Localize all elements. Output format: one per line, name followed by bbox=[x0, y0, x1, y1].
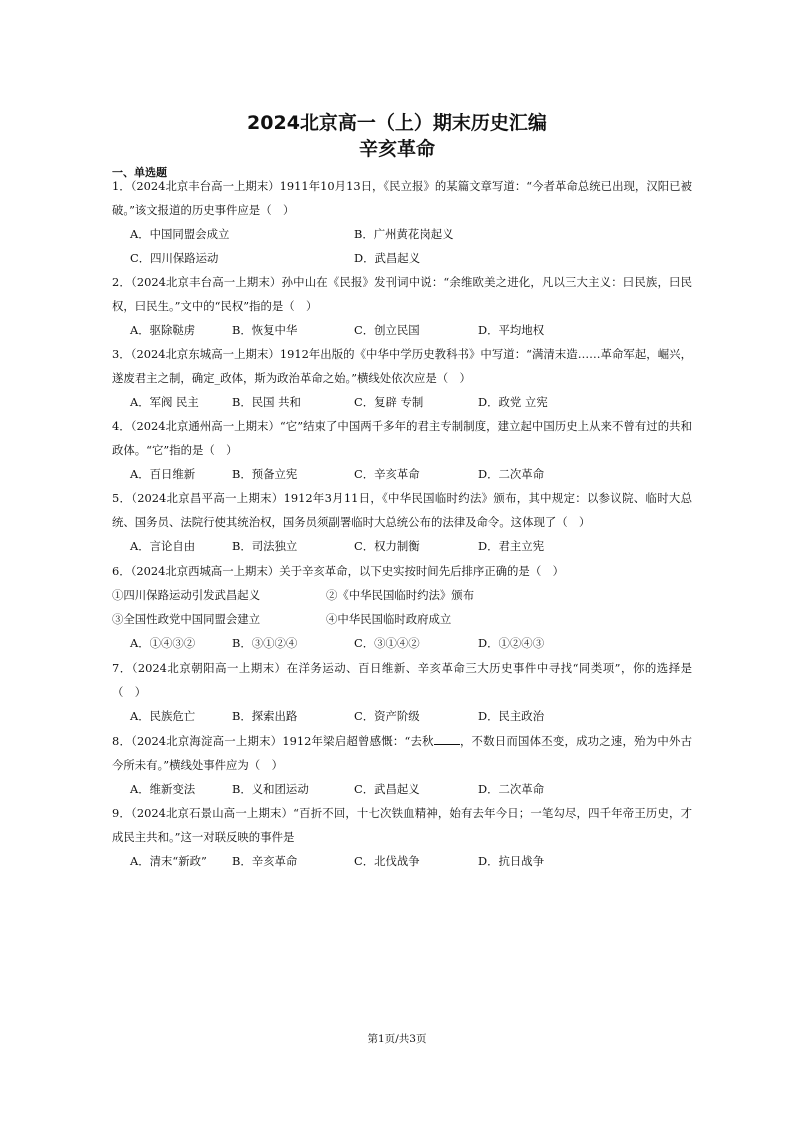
option-c: C．创立民国 bbox=[354, 323, 420, 337]
option-b: B．民国 共和 bbox=[232, 395, 301, 409]
option-c: C．辛亥革命 bbox=[354, 467, 420, 481]
option-b: B．辛亥革命 bbox=[232, 854, 298, 868]
four-col-options bbox=[112, 318, 692, 342]
option-c: C．③①④② bbox=[354, 636, 420, 650]
event-items bbox=[112, 583, 692, 607]
document-subtitle: 辛亥革命 bbox=[358, 138, 435, 160]
question-5 bbox=[112, 486, 692, 558]
option-a: A．维新变法 bbox=[130, 782, 196, 796]
question-6 bbox=[112, 559, 692, 655]
four-col-options bbox=[112, 777, 692, 801]
event-item-3: ③全国性政党中国同盟会建立 bbox=[112, 612, 261, 626]
question-text: 3．（2024北京东城高一上期末）1912年出版的《中华中学历史教科书》中写道：“满清末造……革命军起，崛兴，遂废君主之制，确定_政体，斯为政治革命之始。”横线处依次应是（ ） bbox=[112, 347, 692, 385]
option-b: B．恢复中华 bbox=[232, 323, 298, 337]
option-a: A．军阀 民主 bbox=[130, 395, 199, 409]
question-1 bbox=[112, 174, 692, 270]
option-c: C．武昌起义 bbox=[354, 782, 420, 796]
option-d: D．政党 立宪 bbox=[478, 395, 548, 409]
option-a: A．民族危亡 bbox=[130, 709, 196, 723]
four-col-options bbox=[112, 462, 692, 486]
option-a: A．言论自由 bbox=[130, 539, 196, 553]
option-a: A．①④③② bbox=[130, 636, 196, 650]
two-col-options bbox=[112, 246, 692, 270]
four-col-options bbox=[112, 704, 692, 728]
question-text: 9．（2024北京石景山高一上期末）“百折不回，十七次铁血精神，始有去年今日；一笔勾尽，四千年帝王历史，才成民主共和。”这一对联反映的事件是 bbox=[112, 806, 692, 844]
option-d: D．平均地权 bbox=[478, 323, 545, 337]
question-8 bbox=[112, 729, 692, 801]
four-col-options bbox=[112, 631, 692, 655]
event-items bbox=[112, 607, 692, 631]
question-7 bbox=[112, 656, 692, 728]
four-col-options bbox=[112, 849, 692, 873]
option-d: D．君主立宪 bbox=[478, 539, 545, 553]
option-c: C．复辟 专制 bbox=[354, 395, 424, 409]
question-3 bbox=[112, 342, 692, 414]
option-c: C．四川保路运动 bbox=[130, 251, 219, 265]
option-d: D．二次革命 bbox=[478, 467, 545, 481]
option-b: B．司法独立 bbox=[232, 539, 298, 553]
option-b: B．广州黄花岗起义 bbox=[354, 227, 454, 241]
option-b: B．义和团运动 bbox=[232, 782, 309, 796]
option-b: B．③①②④ bbox=[232, 636, 298, 650]
option-c: C．资产阶级 bbox=[354, 709, 420, 723]
option-a: A．驱除鞑虏 bbox=[130, 323, 196, 337]
question-text: 6．（2024北京西城高一上期末）关于辛亥革命，以下史实按时间先后排序正确的是（ ） bbox=[112, 564, 564, 578]
question-4 bbox=[112, 414, 692, 486]
question-text bbox=[112, 729, 692, 777]
four-col-options bbox=[112, 390, 692, 414]
option-c: C．北伐战争 bbox=[354, 854, 420, 868]
question-text: 5．（2024北京昌平高一上期末）1912年3月11日，《中华民国临时约法》颁布，其中规定：以参议院、临时大总统、国务员、法院行使其统治权，国务员须副署临时大总统公布的法律及命令。这体现了（ ） bbox=[112, 491, 692, 529]
event-item-1: ①四川保路运动引发武昌起义 bbox=[112, 588, 261, 602]
option-a: A．百日维新 bbox=[130, 467, 196, 481]
option-d: D．武昌起义 bbox=[354, 251, 421, 265]
option-d: D．二次革命 bbox=[478, 782, 545, 796]
event-item-2: ②《中华民国临时约法》颁布 bbox=[326, 588, 475, 602]
four-col-options bbox=[112, 534, 692, 558]
option-d: D．抗日战争 bbox=[478, 854, 545, 868]
option-b: B．探索出路 bbox=[232, 709, 298, 723]
question-text: 2．（2024北京丰台高一上期末）孙中山在《民报》发刊词中说：“余维欧美之进化，凡以三大主义：曰民族，曰民权，曰民生。”文中的“民权”指的是（ ） bbox=[112, 275, 692, 313]
event-item-4: ④中华民国临时政府成立 bbox=[326, 612, 452, 626]
question-9 bbox=[112, 801, 692, 873]
document-title: 2024北京高一（上）期末历史汇编 bbox=[247, 112, 547, 134]
option-d: D．民主政治 bbox=[478, 709, 545, 723]
page-footer: 第1页/共3页 bbox=[367, 1033, 427, 1045]
option-d: D．①②④③ bbox=[478, 636, 545, 650]
option-c: C．权力制衡 bbox=[354, 539, 420, 553]
fill-in-blank bbox=[434, 732, 460, 745]
option-b: B．预备立宪 bbox=[232, 467, 298, 481]
question-text-after: ，不数日而国体丕变，成功之速，殆为中外古今所未有。”横线处事件应为（ ） bbox=[112, 734, 692, 772]
question-2 bbox=[112, 270, 692, 342]
option-a: A．中国同盟会成立 bbox=[130, 227, 230, 241]
two-col-options bbox=[112, 222, 692, 246]
question-text-before: 8．（2024北京海淀高一上期末）1912年梁启超曾感慨：“去秋 bbox=[112, 734, 434, 748]
question-text: 1．（2024北京丰台高一上期末）1911年10月13日，《民立报》的某篇文章写道：“今者革命总统已出现，汉阳已被破。”该文报道的历史事件应是（ ） bbox=[112, 179, 692, 217]
question-text: 7．（2024北京朝阳高一上期末）在洋务运动、百日维新、辛亥革命三大历史事件中寻找“同类项”，你的选择是（ ） bbox=[112, 661, 692, 699]
question-text: 4．（2024北京通州高一上期末）“它”结束了中国两千多年的君主专制制度，建立起中国历史上从来不曾有过的共和政体。“它”指的是（ ） bbox=[112, 419, 692, 457]
option-a: A．清末“新政” bbox=[130, 854, 207, 868]
section-heading: 一、单选题 bbox=[112, 166, 167, 179]
